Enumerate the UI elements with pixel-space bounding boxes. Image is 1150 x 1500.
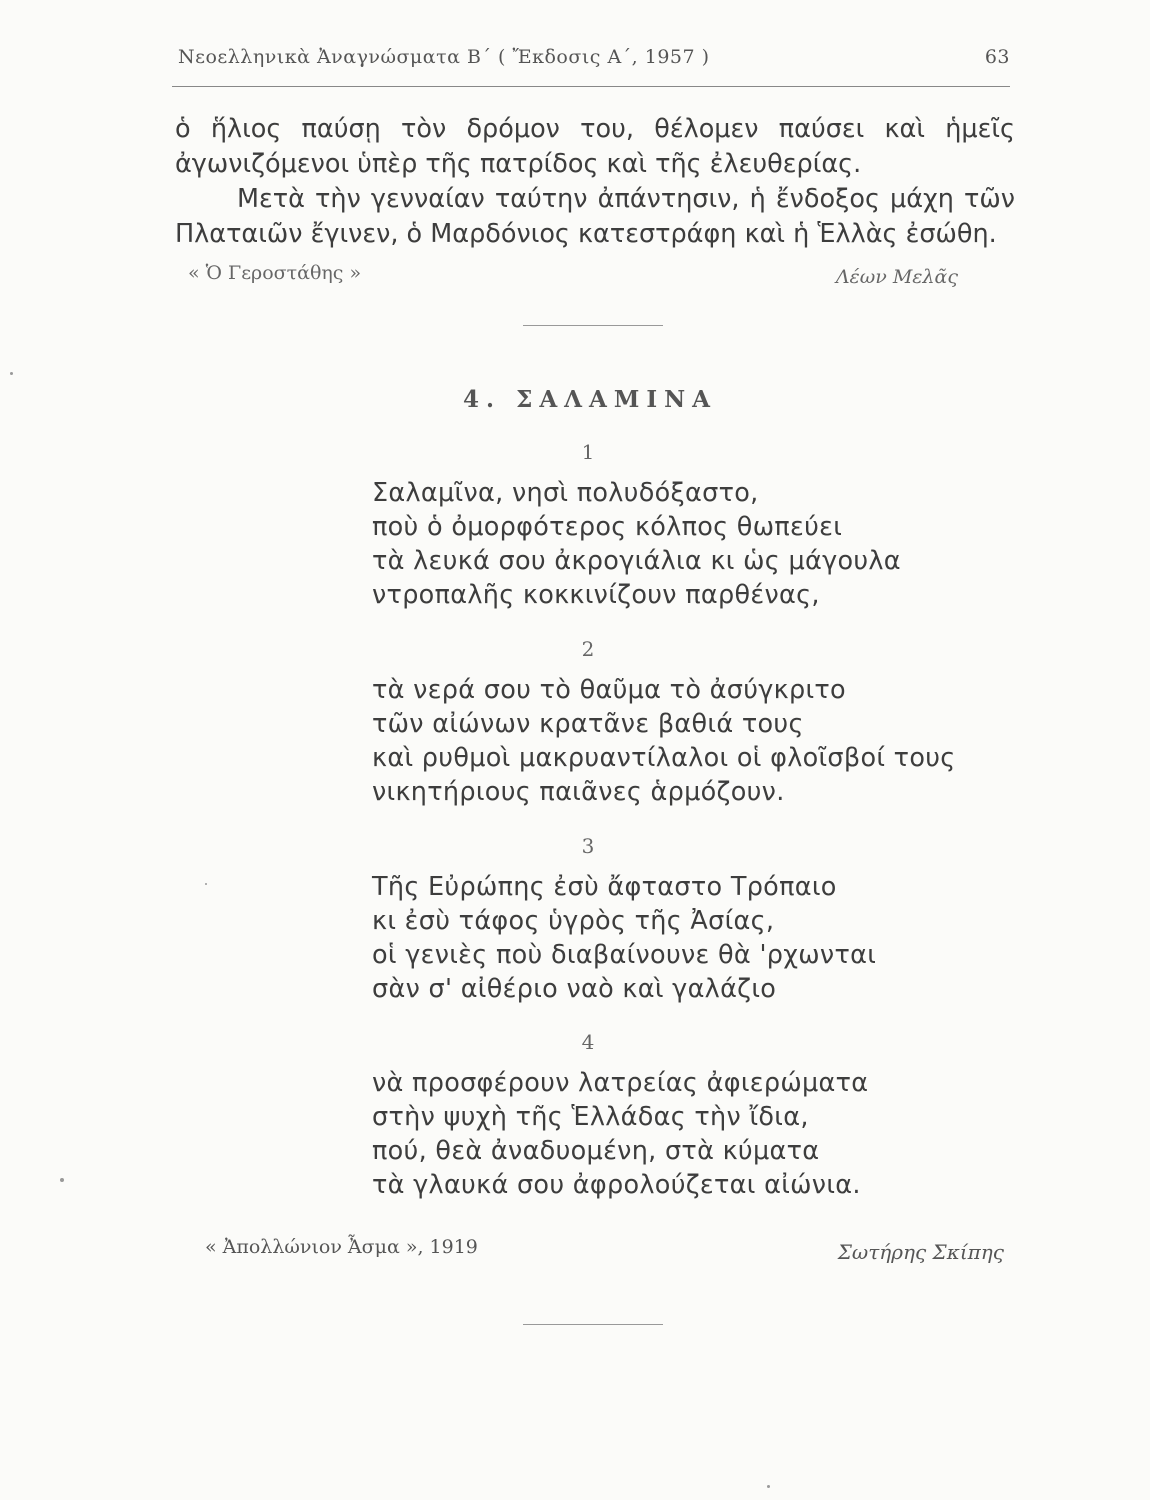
prose-paragraph-2: Μετὰ τὴν γενναίαν ταύτην ἀπάντησιν, ἡ ἔνδοξος μάχη τῶν Πλαταιῶν ἔγινεν, ὁ Μαρδόνιος κατεστράφη καὶ ἡ Ἑλλὰς ἐσώθη. (175, 184, 1015, 249)
stanza-number-4: 4 (581, 1030, 595, 1054)
page-number: 63 (984, 46, 1010, 68)
prose-source: « Ὁ Γεροστάθης » (188, 262, 362, 284)
verse-line: καὶ ρυθμοὶ μακρυαντίλαλοι οἱ φλοῖσβοί τους (372, 743, 956, 773)
stanza-1 (372, 476, 1012, 612)
scan-speck (10, 372, 13, 375)
poem-author: Σωτήρης Σκίπης (837, 1240, 1004, 1264)
verse-line: πού, θεὰ ἀναδυομένη, στὰ κύματα (372, 1136, 820, 1166)
verse-line: κι ἐσὺ τάφος ὑγρὸς τῆς Ἀσίας, (372, 906, 775, 936)
verse-line: οἱ γενιὲς ποὺ διαβαίνουνε θὰ 'ρχωνται (372, 940, 877, 970)
verse-line: τὰ λευκά σου ἀκρογιάλια κι ὡς μάγουλα (372, 546, 901, 576)
stanza-4 (372, 1066, 1012, 1202)
prose-author: Λέων Μελᾶς (835, 266, 958, 288)
prose-attribution (188, 262, 958, 288)
poem-source: « Ἀπολλώνιον Ἆσμα », 1919 (205, 1236, 478, 1258)
prose-paragraph-1: ὁ ἥλιος παύσῃ τὸν δρόμον του, θέλομεν παύσει καὶ ἡμεῖς ἀγωνιζόμενοι ὑπὲρ τῆς πατρίδος καὶ τῆς ἐλευθερίας. (175, 114, 1015, 179)
verse-line: τὰ νερά σου τὸ θαῦμα τὸ ἀσύγκριτο (372, 675, 846, 705)
verse-line: νὰ προσφέρουν λατρείας ἀφιερώματα (372, 1068, 869, 1098)
poem-title: 4. ΣΑΛΑΜΙΝΑ (463, 386, 717, 413)
scan-speck (205, 883, 207, 885)
stanza-number-3: 3 (581, 834, 595, 858)
stanza-number-2: 2 (581, 637, 595, 661)
verse-line: νικητήριους παιᾶνες ἁρμόζουν. (372, 777, 785, 807)
verse-line: τὰ γλαυκά σου ἀφρολούζεται αἰώνια. (372, 1170, 861, 1200)
verse-line: στὴν ψυχὴ τῆς Ἑλλάδας τὴν ἴδια, (372, 1102, 809, 1132)
verse-line: τῶν αἰώνων κρατᾶνε βαθιά τους (372, 709, 804, 739)
stanza-2 (372, 673, 1012, 809)
stanza-3 (372, 870, 1012, 1006)
verse-line: Τῆς Εὐρώπης ἐσὺ ἄφταστο Τρόπαιο (372, 872, 837, 902)
verse-line: σὰν σ' αἰθέριο ναὸ καὶ γαλάζιο (372, 974, 777, 1004)
stanza-number-1: 1 (581, 440, 595, 464)
verse-line: ποὺ ὁ ὀμορφότερος κόλπος θωπεύει (372, 512, 843, 542)
section-divider (523, 325, 663, 326)
verse-line: ντροπαλῆς κοκκινίζουν παρθένας, (372, 580, 820, 610)
prose-continuation (175, 112, 1015, 252)
header-rule (172, 86, 1010, 87)
verse-line: Σαλαμῖνα, νησὶ πολυδόξαστο, (372, 478, 759, 508)
scan-speck (60, 1178, 64, 1182)
running-head-title: Νεοελληνικὰ Ἀναγνώσματα Β΄ ( Ἔκδοσις Α΄, 1957 ) (178, 46, 710, 68)
end-divider (523, 1324, 663, 1325)
running-head (178, 46, 1010, 68)
scan-speck (767, 1485, 770, 1488)
